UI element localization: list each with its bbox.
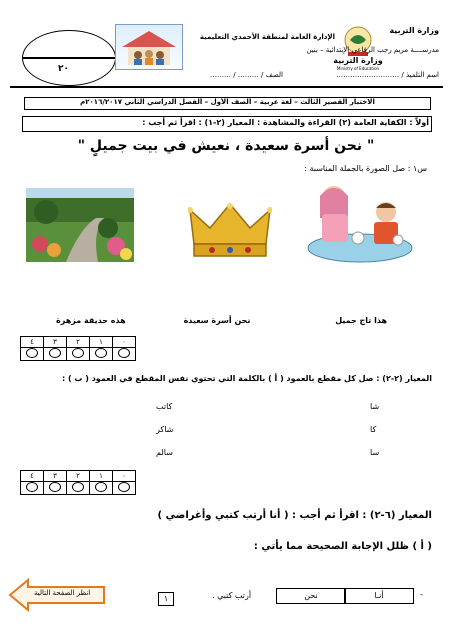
score-label: ٢ [67, 471, 90, 482]
garden-picture [26, 188, 134, 262]
score-table-1 [20, 336, 136, 361]
school-label: مدرســــة مريم رجب الرفاعي الإبتدائية – بنين [306, 46, 439, 54]
score-label: ٣ [44, 471, 67, 482]
score-bubble[interactable] [118, 348, 130, 358]
family-picture [294, 178, 424, 270]
option-box-nahnu[interactable] [276, 588, 346, 604]
sentence-garden: هذه حديقة مزهرة [56, 316, 126, 325]
exam-title: الاختبار القصير الثالث – لغة عربية – الصف الأول – الفصل الدراسي الثاني ٢٠١٦/٢٠١٧م [80, 98, 375, 106]
score-bubble-cell[interactable] [44, 348, 67, 361]
option-sentence: أرتب كتبي . [212, 591, 252, 600]
score-bubble-cell[interactable] [113, 482, 136, 495]
score-bubble-cell[interactable] [67, 348, 90, 361]
option-dash: - [420, 590, 423, 599]
standard3-label: المعيار (٦-٢) : اقرأ ثم أجب : ( أنا أرتب كتبي وأغراضي ) [157, 510, 432, 521]
header-divider [10, 86, 443, 88]
column-a-item: كا [370, 425, 377, 434]
option-label: نحن [304, 591, 318, 600]
main-sentence: " نحن أسرة سعيدة ، نعيش في بيت جميلٍ " [77, 138, 375, 154]
next-page-arrow[interactable] [8, 578, 106, 612]
crown-picture [188, 200, 272, 262]
sentence-family: نحن أسرة سعيدة [183, 316, 251, 325]
column-b-item: كاتب [156, 402, 173, 411]
score-bubble[interactable] [95, 482, 107, 492]
score-label: ٢ [67, 337, 90, 348]
score-bubble-cell[interactable] [90, 482, 113, 495]
class-field[interactable]: الصف / ……… / ……… [209, 71, 283, 79]
score-bubble[interactable] [95, 348, 107, 358]
column-a-item: سا [370, 448, 380, 457]
column-b-item: شاكر [156, 425, 174, 434]
score-label: ٤ [21, 471, 44, 482]
column-b-item: سالم [156, 448, 173, 457]
score-bubble-cell[interactable] [21, 482, 44, 495]
ellipse-divider [23, 57, 115, 59]
school-logo [115, 24, 183, 70]
score-bubble-cell[interactable] [67, 482, 90, 495]
score-bubble-cell[interactable] [113, 348, 136, 361]
grade-score: ٢٠ [58, 64, 69, 74]
score-bubble-cell[interactable] [21, 348, 44, 361]
score-label: ٤ [21, 337, 44, 348]
ministry-logo-text: وزارة التربية [333, 56, 383, 65]
score-label: ٣ [44, 337, 67, 348]
sentence-crown: هذا تاج جميل [335, 316, 387, 325]
competency-label: أولاً : الكفاية العامة (٢) القراءة والمشاهدة : المعيار (٢-١) : اقرأ ثم أجب : [142, 118, 429, 127]
option-label: أنـا [374, 591, 384, 600]
score-bubble-cell[interactable] [90, 348, 113, 361]
grade-ellipse [22, 30, 116, 86]
score-label: ١ [90, 337, 113, 348]
score-bubble-cell[interactable] [44, 482, 67, 495]
standard2-label: المعيار (٢-٢) : صل كل مقطع بالعمود ( أ ) بالكلمة التي تحتوي نفس المقطع في العمود ( ب ) : [62, 374, 432, 383]
standard3-sub: ( أ ) ظلل الإجابة الصحيحة مما يأتي : [253, 541, 432, 552]
option-box-ana[interactable] [344, 588, 414, 604]
student-name-field[interactable]: اسم التلميذ / ……………………… [336, 71, 439, 79]
score-label: ١ [90, 471, 113, 482]
ministry-logo-subtext: Ministry of Education [336, 66, 380, 71]
score-bubble[interactable] [72, 348, 84, 358]
score-bubble[interactable] [49, 482, 61, 492]
score-bubble[interactable] [49, 348, 61, 358]
score-bubble[interactable] [118, 482, 130, 492]
ministry-title: وزارة التربية [389, 26, 439, 35]
score-label: ٠ [113, 337, 136, 348]
next-page-label: انظر الصفحة التالية [34, 589, 91, 597]
directorate-title: الإدارة العامة لمنطقة الأحمدي التعليمية [199, 33, 335, 41]
score-bubble[interactable] [26, 482, 38, 492]
score-bubble[interactable] [72, 482, 84, 492]
column-a-item: شا [370, 402, 380, 411]
score-table-2 [20, 470, 136, 495]
question1-prompt: س١ : صل الصورة بالجملة المناسبة : [304, 164, 427, 173]
page-number: ١ [158, 592, 174, 606]
score-label: ٠ [113, 471, 136, 482]
score-bubble[interactable] [26, 348, 38, 358]
